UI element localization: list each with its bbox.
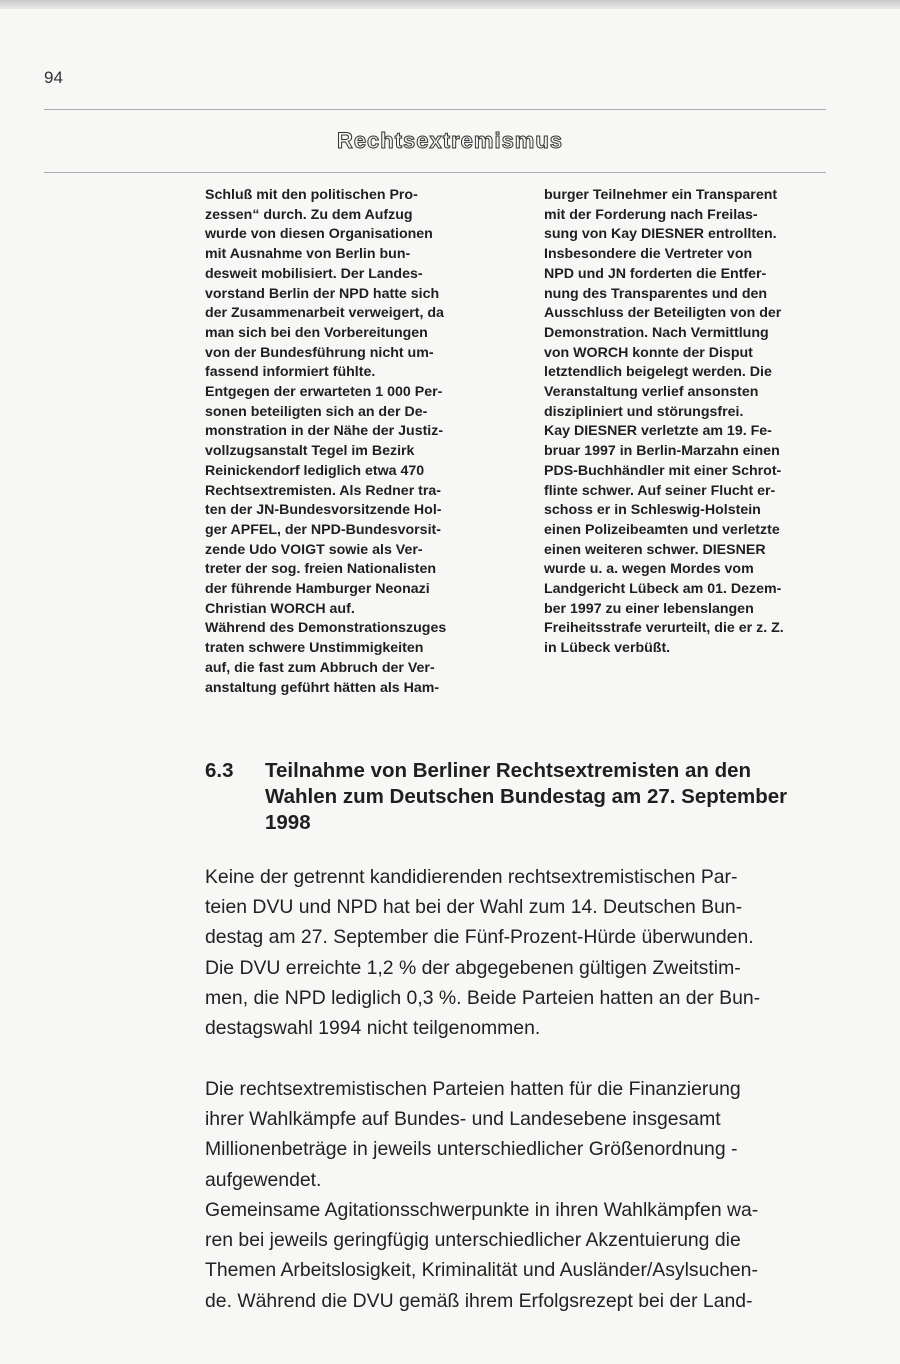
running-header: Rechtsextremismus	[336, 128, 564, 153]
left-column	[205, 186, 489, 698]
body-block-3	[205, 1195, 827, 1316]
left-paragraph: Schluß mit den politischen Pro- zessen“ durch. Zu dem Aufzug wurde von diesen Organisationen mit Ausnahme von Berlin bun- desweit mobilisiert. Der Landes- vorstand Berlin der NPD hatte sich der Zusammenarbeit verweigert, da man sich bei den Vorbereitungen von der Bundesführung nicht um- fassend informiert fühlte.	[205, 187, 444, 381]
section-title: Teilnahme von Berliner Rechtsextremisten an den Wahlen zum Deutschen Bundestag am 27. September 1998	[265, 759, 788, 834]
body-block-2	[205, 1074, 827, 1195]
header-rule-bottom	[44, 172, 826, 173]
right-paragraph: Kay DIESNER verletzte am 19. Fe- bruar 1997 in Berlin-Marzahn einen PDS-Buchhändler mit einer Schrot- flinte schwer. Auf seiner Flucht er- schoss er in Schleswig-Holstein einen Polizeibeamten und verletzte einen weiteren schwer. DIESNER wurde u. a. wegen Mordes vom Landgericht Lübeck am 01. Dezem- ber 1997 zu einer lebenslangen Freiheitsstrafe verurteilt, die er z. Z. in Lübeck verbüßt.	[544, 423, 784, 657]
right-column	[544, 186, 828, 659]
section-number: 6.3	[205, 759, 234, 782]
right-paragraph: burger Teilnehmer ein Transparent mit der Forderung nach Freilas- sung von Kay DIESNER entrollten. Insbesondere die Vertreter von NPD und JN forderten die Entfer- nung des Transparentes und den Ausschluss der Beteiligten von der Demonstration. Nach Vermittlung von WORCH konnte der Disput letztendlich beigelegt werden. Die Veranstaltung verlief ansonsten diszipliniert und störungsfrei.	[544, 187, 782, 420]
page-number: 94	[44, 68, 63, 87]
body-paragraph: Die rechtsextremistischen Parteien hatten für die Finanzierung ihrer Wahlkämpfe auf Bundes- und Landesebene insgesamt Millionenbeträge in jeweils unterschiedlicher Größenordnung - aufgewendet.	[205, 1078, 741, 1191]
body-paragraph: Keine der getrennt kandidierenden rechtsextremistischen Par- teien DVU und NPD hat bei der Wahl zum 14. Deutschen Bun- destag am 27. September die Fünf-Prozent-Hürde überwunden. Die DVU erreichte 1,2 % der abgegebenen gültigen Zweitstim- men, die NPD lediglich 0,3 %. Beide Parteien hatten an der Bun- destagswahl 1994 nicht teilgenommen.	[205, 866, 761, 1040]
scan-top-edge	[0, 0, 900, 9]
left-paragraph: Entgegen der erwarteten 1 000 Per- sonen beteiligten sich an der De- monstration in der Nähe der Justiz- vollzugsanstalt Tegel im Bezirk Reinickendorf lediglich etwa 470 Rechtsextremisten. Als Redner tra- ten der JN-Bundesvorsitzende Hol- ger APFEL, der NPD-Bundesvorsit- zende Udo VOIGT sowie als Ver- treter der sog. freien Nationalisten der führende Hamburger Neonazi Christian WORCH auf.	[205, 384, 444, 617]
header-rule-top	[44, 109, 826, 110]
body-block-1	[205, 862, 827, 1043]
body-paragraph: Gemeinsame Agitationsschwerpunkte in ihren Wahlkämpfen wa- ren bei jeweils geringfügig unterschiedlicher Akzentuierung die Themen Arbeitslosigkeit, Kriminalität und Ausländer/Asylsuchen- de. Während die DVU gemäß ihrem Erfolgsrezept bei der Land-	[205, 1199, 759, 1312]
left-paragraph: Während des Demonstrationszuges traten schwere Unstimmigkeiten auf, die fast zum Abbruch der Ver- anstaltung geführt hätten als Ham-	[205, 620, 447, 696]
